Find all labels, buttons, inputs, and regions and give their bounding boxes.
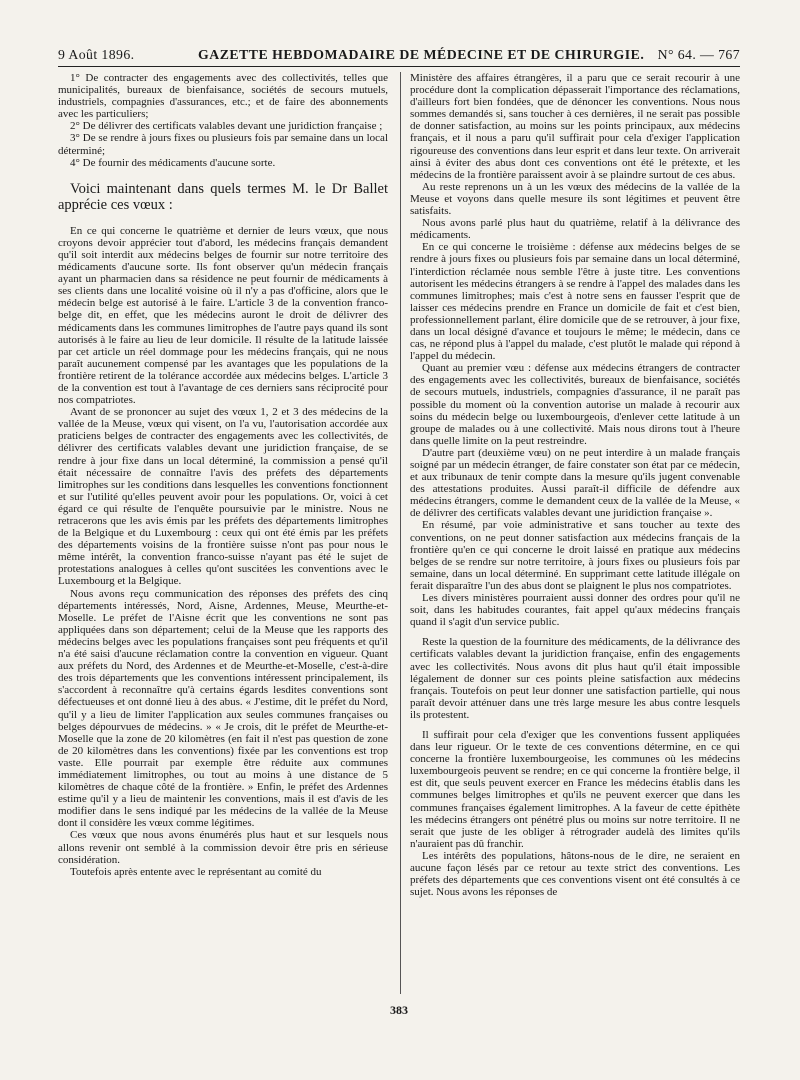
spacer — [410, 628, 740, 636]
list-item: 2° De délivrer des certificats valables devant une juridiction française ; — [70, 120, 383, 133]
paragraph: Ministère des affaires étrangères, il a paru que ce serait recourir à une procédure dont la complication dépasserait l'importance des réclamations, d'ailleurs fort bien fondées, que de dénoncer les conventions. Nous nous sommes demandés si, sans toucher à ces dernières, il ne serait pas possible de donner satisfaction, au moins sur les points principaux, aux médecins français, et il nous a paru qu'il suffirait pour cela d'exiger l'application rigoureuse des conventions dans leur esprit et dans leur texte. On arriverait ainsi à éviter des abus dont ces conventions ont été le prétexte, et les médecins de la frontière paraissent avoir à se plaindre surtout de ces abus. — [410, 72, 740, 181]
section-lead: Voici maintenant dans quels termes M. le Dr Ballet apprécie ces vœux : — [58, 180, 388, 213]
paragraph: Avant de se prononcer au sujet des vœux 1, 2 et 3 des médecins de la vallée de la Meuse, vœux qui visent, on l'a vu, l'autorisation accordée aux praticiens belges de contracter des engagements avec les collectivités, de délivrer des certificats valables devant une juridiction française, de se rendre à jour fixe dans un local déterminé, la commission a pensé qu'il était nécessaire de connaître l'avis des préfets des départements limitrophes sur les conditions dans lesquelles les conventions fonctionnent et sur l'utilité qu'elles peuvent avoir pour les populations. Or, voici à cet égard ce qui résulte de l'enquête poursuivie par le ministre. Nous ne retracerons que les avis émis par les préfets des départements limitrophes de la Belgique et du Luxembourg : ceux qui ont été émis par les préfets des départements voisins de la frontière suisse n'ont pas pour nous le même intérêt, la convention franco-suisse n'ayant pas été le sujet de protestations analogues à celles qu'ont suscitées les conventions avec le Luxembourg et la Belgique. — [58, 406, 388, 588]
paragraph: En ce qui concerne le troisième : défense aux médecins belges de se rendre à jours fixes ou plusieurs fois par semaine dans un local déterminé, l'interdiction réclamée nous semble l'être à juste titre. Les conventions autorisent les médecins étrangers à se rendre à l'appel des malades dans les communes limitrophes; mais c'est à notre sens en fausser l'esprit que de laisser ces médecins prendre en France un domicile de fait et c'est bien, professionnellement parlant, élire domicile que de se retrouver, à jour fixe, dans un local désigné d'avance et toujours le même; le médecin, dans ce cas, ne répond plus à l'appel du malade, c'est plutôt le malade qui répond à l'appel du médecin. — [410, 241, 740, 363]
paragraph: En ce qui concerne le quatrième et dernier de leurs vœux, que nous croyons devoir apprécier tout d'abord, les médecins français demandent qu'il soit interdit aux médecins belges de fournir sur notre territoire des médicaments d'aucune sorte. Ils font observer qu'un médecin français ayant un pharmacien dans sa résidence ne peut fournir de médicaments à ses clients dans une localité voisine où il n'y a pas d'officine, alors que le médecin belge est autorisé à le faire. L'article 3 de la convention franco-belge dit, en effet, que les médecins auront le droit de délivrer des médicaments dans les communes limitrophes de l'autre pays quand ils sont autorisés à le faire au lieu de leur domicile. Il résulte de la latitude laissée par cet article un réel dommage pour les médecins français, qui ne nous paraît aucunement compensé par les avantages que les populations de la frontière retirent de la tolérance accordée aux médecins belges. L'article 3 de la convention est tout à l'avantage de ces derniers sans réciprocité pour nos compatriotes. — [58, 224, 388, 407]
paragraph: Il suffirait pour cela d'exiger que les conventions fussent appliquées dans leur rigueur. Or le texte de ces conventions détermine, en ce qui concerne la frontière luxembourgeoise, les communes où les médecins luxembourgeois peuvent se rendre; en ce qui concerne la frontière belge, il est dit, que seuls peuvent exercer en France les médecins établis dans les communes belges limitrophes et qu'ils ne peuvent exercer que dans les communes françaises également limitrophes. A la faveur de cette épithète les médecins étrangers ont pénétré plus ou moins sur notre territoire. Il ne serait que juste de les obliger à rétrograder audelà des limites qu'ils n'auraient pas dû franchir. — [410, 728, 740, 850]
issue-number-page: N° 64. — 767 — [657, 47, 740, 62]
page-folio: 383 — [390, 1003, 408, 1017]
paragraph: En résumé, par voie administrative et sans toucher au texte des conventions, on ne peut donner satisfaction aux médecins français de la frontière qu'en ce qui concerne le droit laissé en pratique aux médecins belges de se rendre sur notre territoire, à jours fixes ou plusieurs fois par semaine, dans un local déterminé. En supprimant cette latitude illégale on ferait disparaître l'un des abus dont se plaignent le plus nos compatriotes. — [410, 519, 740, 592]
paragraph: Toutefois après entente avec le représentant au comité du — [70, 865, 322, 878]
paragraph: D'autre part (deuxième vœu) on ne peut interdire à un malade français soigné par un médecin étranger, de faire constater son état par ce médecin, et aux tribunaux de tenir compte dans la mesure qu'ils jugent convenable des attestations produites. Aussi paraît-il difficile de défendre aux médecins étrangers, comme le demandent ceux de la vallée de la Meuse, « de délivrer des certificats valables devant une juridiction française ». — [410, 446, 740, 520]
paragraph: Nous avons reçu communication des réponses des préfets des cinq départements intéressés, Nord, Aisne, Ardennes, Meuse, Meurthe-et-Moselle. Le préfet de l'Aisne écrit que les conventions ne sont pas appliquées dans son département; celui de la Meuse que les rapports des médecins belges avec les populations françaises sont peu fréquents et qu'il n'a été saisi d'aucune réclamation contre la convention en vigueur. Quant aux préfets du Nord, des Ardennes et de Meurthe-et-Moselle, c'est-à-dire des trois départements que les conventions intéressent principalement, ils s'accordent à reconnaître qu'à certains égards lesdites conventions sont défectueuses et ont donné lieu à des abus. « J'estime, dit le préfet du Nord, qu'il y a lieu de limiter l'application aux seules communes françaises ou belges dépourvues de médecins. » « Je crois, dit le préfet de Meurthe-et-Moselle que la zone de 20 kilomètres (en fait il n'est pas question de zone de 20 kilomètres dans les conventions) fixée par les conventions est trop vaste. Elle pourrait par exemple être réduite aux communes immédiatement limitrophes, ou tout au moins à une distance de 5 kilomètres de chaque côté de la frontière. » Enfin, le préfet des Ardennes estime qu'il y a lieu de maintenir les conventions, mais il est d'avis de les modifier dans le sens indiqué par les médecins de la vallée de la Meuse dont il considère les vœux comme légitimes. — [58, 587, 388, 830]
list-item: 1° De contracter des engagements avec des collectivités, telles que municipalités, bureaux de bienfaisance, sociétés de secours mutuels, industriels, compagnies d'assurances, etc.; et de faire des abonnements avec les particuliers; — [58, 72, 388, 121]
column-divider — [400, 72, 401, 994]
right-column — [410, 72, 740, 898]
header-rule — [58, 66, 740, 67]
journal-title: GAZETTE HEBDOMADAIRE DE MÉDECINE ET DE CHIRURGIE. — [198, 47, 645, 62]
list-item: 3° De se rendre à jours fixes ou plusieurs fois par semaine dans un local déterminé; — [58, 132, 388, 157]
paragraph: Quant au premier vœu : défense aux médecins étrangers de contracter des engagements avec les collectivités, bureaux de bienfaisance, sociétés de secours mutuels, industriels, compagnies d'assurance, il ne paraît pas possible du moment où la convention autorise un malade à recourir aux soins du médecin belge ou luxembourgeois, d'enlever cette latitude à un groupe de malades ou à une collectivité. Mais nous dirons tout à l'heure dans quelle limite on la peut restreindre. — [410, 362, 740, 447]
spacer — [410, 721, 740, 729]
paragraph: Reste la question de la fourniture des médicaments, de la délivrance des certificats valables devant la juridiction française, enfin des engagements avec les collectivités. Nous avons dit plus haut qu'il était impossible légalement de donner sur ces points pleine satisfaction aux médecins français. Toutefois on peut leur donner une satisfaction partielle, qui nous paraît devoir atténuer dans une très large mesure les abus contre lesquels ils protestent. — [410, 636, 740, 721]
paragraph: Les intérêts des populations, hâtons-nous de le dire, ne seraient en aucune façon lésés par ce retour au texte strict des conventions. Les préfets des départements que ces conventions visent ont été consultés à ce sujet. Nous avons les réponses de — [410, 849, 740, 899]
running-header — [58, 44, 740, 66]
paragraph: Les divers ministères pourraient aussi donner des ordres pour qu'il ne soit, dans les habitudes courantes, fait appel qu'aux médecins français quand il s'agit d'un service public. — [410, 592, 740, 629]
list-item: 4° De fournir des médicaments d'aucune sorte. — [70, 156, 276, 169]
left-column — [58, 72, 388, 878]
demands-list — [58, 72, 388, 169]
issue-date: 9 Août 1896. — [58, 47, 135, 62]
paragraph: Ces vœux que nous avons énumérés plus haut et sur lesquels nous allons revenir ont semblé à la commission devoir être pris en sérieuse considération. — [58, 829, 388, 866]
paragraph: Nous avons parlé plus haut du quatrième, relatif à la délivrance des médicaments. — [410, 217, 740, 242]
paragraph: Au reste reprenons un à un les vœux des médecins de la vallée de la Meuse et voyons dans quelle mesure ils sont légitimes et peuvent être satisfaits. — [410, 180, 740, 218]
